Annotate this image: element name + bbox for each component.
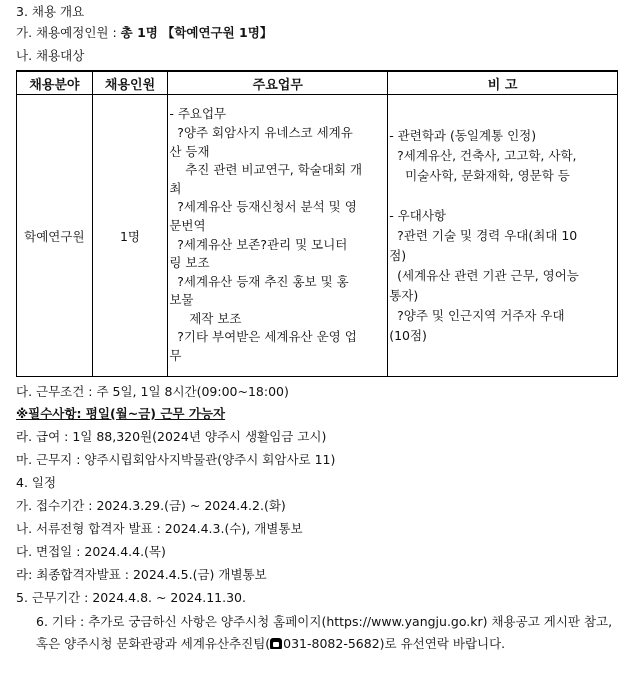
duty-line: 추진 관련 비교연구, 학술대회 개 [169,162,363,178]
headcount-detail: 【학예연구원 1명】 [161,25,273,40]
duty-line: 무 [169,348,182,364]
other-info [36,611,616,655]
duty-line: - 주요업무 [169,106,227,122]
note-line: ?관련 기술 및 경력 우대(최대 10 [389,227,578,243]
workplace: 마. 근무지 : 양주시립회암사지박물관(양주시 회암사로 11) [16,452,336,467]
duty-line: ?기타 부여받은 세계유산 운영 업 [169,329,357,345]
document-result-date: 나. 서류전형 합격자 발표 : 2024.4.3.(수), 개별통보 [16,521,303,536]
contact-phone: 031-8082-5682 [283,636,380,651]
duty-line: 최 [169,180,182,196]
header-duties: 주요업무 [168,71,388,95]
duty-line: 문번역 [169,217,206,233]
note-line: - 우대사항 [389,207,446,223]
headcount-total: 총 1명 [120,25,158,40]
interview-date: 다. 면접일 : 2024.4.4.(목) [16,544,166,559]
other-info-text: 6. 기타 : 추가로 궁금하신 사항은 양주시청 홈페이지(https://www.yangju.go.kr) 채용공고 게시판 참고, 혹은 양주시청 문화관광과 세계유산추진팀( [36,614,613,651]
planned-headcount [16,24,272,42]
headcount-label: 가. 채용예정인원 : [16,25,121,40]
table-header-row [17,71,618,95]
note-line: 통자) [389,287,419,303]
application-period: 가. 접수기간 : 2024.3.29.(금) ~ 2024.4.2.(화) [16,498,286,513]
note-line: 미술사학, 문화재학, 영문학 등 [389,167,570,183]
other-info-closing: )로 유선연락 바랍니다. [379,636,506,651]
duty-line: ?세계유산 등재 추진 홍보 및 홍 [169,273,349,289]
note-line: ?세계유산, 건축사, 고고학, 사학, [389,147,577,163]
cell-duties [168,95,388,377]
duty-line: ?양주 회암사지 유네스코 세계유 [169,124,353,140]
recruitment-target-heading: 나. 채용대상 [16,48,85,63]
section-heading-recruitment-overview: 3. 채용 개요 [16,4,85,19]
note-line: (세계유산 관련 기관 근무, 영어능 [389,267,579,283]
phone-icon [270,638,282,649]
duty-line: 제작 보조 [169,310,242,326]
duty-line: 링 보조 [169,255,210,271]
note-line: - 관련학과 (동일계통 인정) [389,127,537,143]
working-conditions: 다. 근무조건 : 주 5일, 1일 8시간(09:00~18:00) [16,384,289,399]
required-notice: ※필수사항: 평일(월~금) 근무 가능자 [16,406,226,421]
cell-field: 학예연구원 [17,95,93,377]
recruitment-table [16,70,618,377]
note-line: (10점) [389,327,427,343]
cell-notes [388,95,618,377]
note-line: 점) [389,247,407,263]
table-row [17,95,618,377]
cell-count: 1명 [92,95,168,377]
header-notes: 비 고 [388,71,618,95]
header-field: 채용분야 [17,71,93,95]
duty-line: ?세계유산 등재신청서 분석 및 영 [169,199,357,215]
duty-line: 산 등재 [169,143,210,159]
header-count: 채용인원 [92,71,168,95]
duty-line: 보물 [169,292,194,308]
final-result-date: 라: 최종합격자발표 : 2024.4.5.(금) 개별통보 [16,567,267,582]
work-period: 5. 근무기간 : 2024.4.8. ~ 2024.11.30. [16,590,246,605]
schedule-heading: 4. 일정 [16,475,57,490]
note-line: ?양주 및 인근지역 거주자 우대 [389,307,565,323]
note-line [389,186,616,206]
salary: 라. 급여 : 1일 88,320원(2024년 양주시 생활임금 고시) [16,429,327,444]
duty-line: ?세계유산 보존?관리 및 모니터 [169,236,348,252]
